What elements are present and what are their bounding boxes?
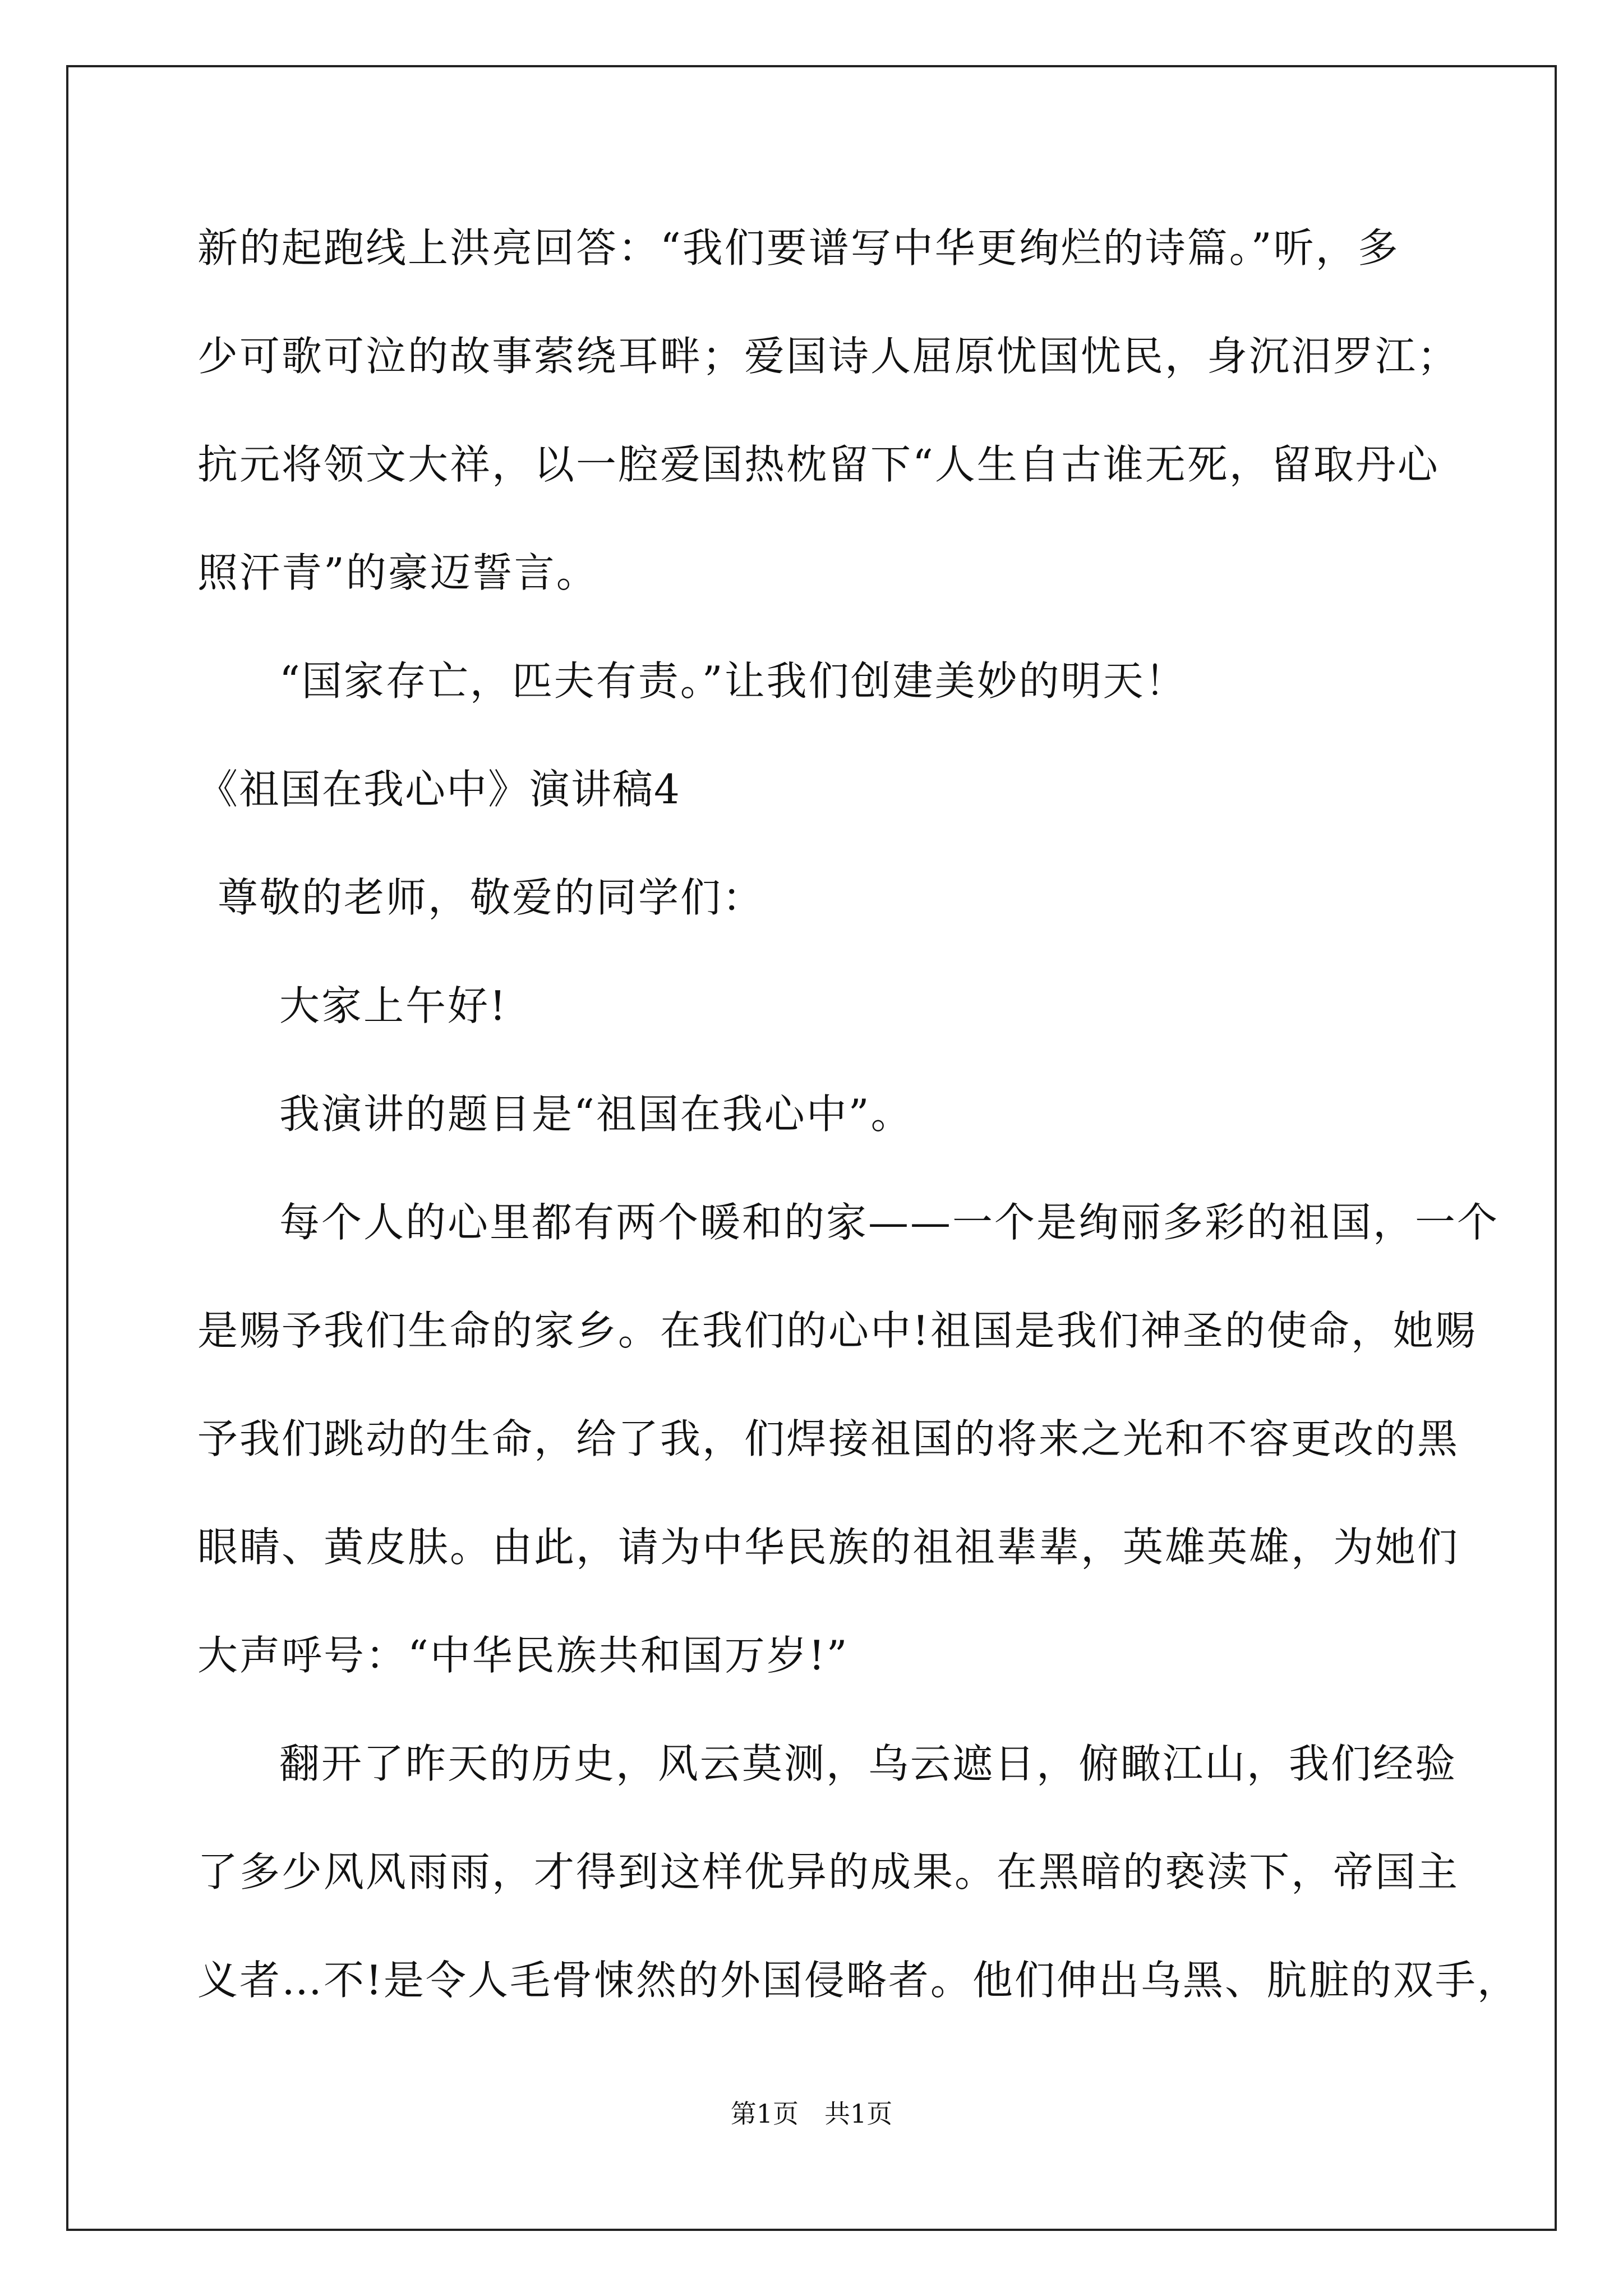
text-line: 了多少风风雨雨，才得到这样优异的成果。在黑暗的亵渎下，帝国主 — [197, 1848, 1460, 1895]
text-line: 翻开了昨天的历史，风云莫测，乌云遮日，俯瞰江山，我们经验 — [279, 1740, 1458, 1787]
text-line: 少可歌可泣的故事萦绕耳畔；爱国诗人屈原忧国忧民，身沉汨罗江； — [197, 333, 1460, 380]
text-line: 每个人的心里都有两个暖和的家——一个是绚丽多彩的祖国，一个 — [279, 1199, 1500, 1246]
section-heading: 《祖国在我心中》演讲稿4 — [197, 766, 681, 813]
page-total: 共1页 — [824, 2099, 893, 2129]
text-line: 是赐予我们生命的家乡。在我们的心中!祖国是我们神圣的使命，她赐 — [197, 1307, 1477, 1354]
page-border — [66, 65, 1557, 2231]
text-line: “国家存亡，匹夫有责。”让我们创建美妙的明天！ — [279, 657, 1187, 705]
text-line: 义者…不!是令人毛骨悚然的外国侵略者。他们伸出乌黑、肮脏的双手， — [197, 1957, 1519, 2004]
page-footer — [0, 2097, 1623, 2131]
text-line: 大声呼号：“中华民族共和国万岁!” — [197, 1632, 849, 1679]
text-line: 抗元将领文大祥，以一腔爱国热枕留下“人生自古谁无死，留取丹心 — [197, 441, 1440, 488]
text-line: 予我们跳动的生命，给了我，们焊接祖国的将来之光和不容更改的黑 — [197, 1415, 1460, 1462]
text-line: 新的起跑线上洪亮回答：“我们要谱写中华更绚烂的诗篇。”听，多 — [197, 224, 1400, 272]
page-number: 第1页 — [730, 2099, 799, 2129]
salutation: 尊敬的老师，敬爱的同学们： — [218, 874, 765, 921]
greeting: 大家上午好! — [279, 982, 508, 1029]
text-line: 照汗青”的豪迈誓言。 — [197, 549, 598, 596]
text-line: 眼睛、黄皮肤。由此，请为中华民族的祖祖辈辈，英雄英雄，为她们 — [197, 1524, 1460, 1571]
text-line: 我演讲的题目是“祖国在我心中”。 — [279, 1091, 913, 1138]
